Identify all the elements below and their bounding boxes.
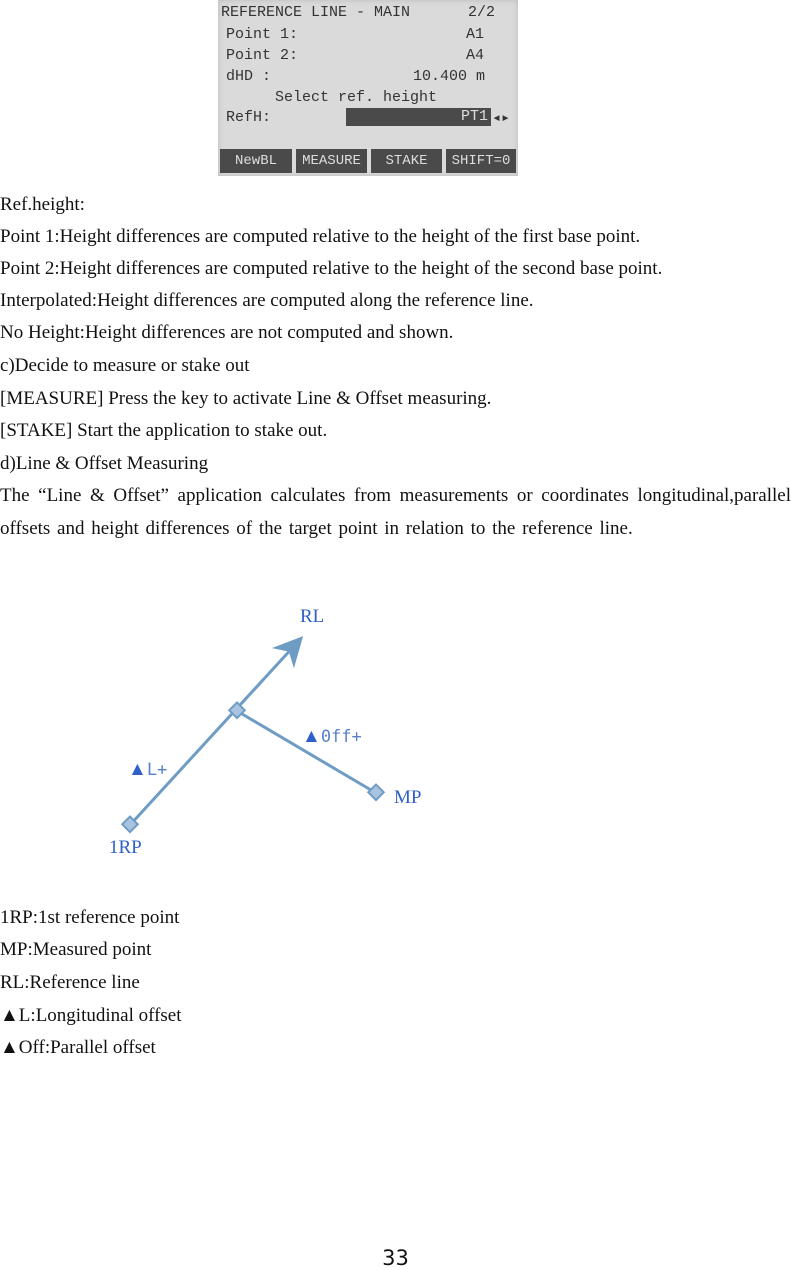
off-label — [302, 726, 362, 748]
l-text: L+ — [146, 760, 168, 780]
off-text: 0ff+ — [320, 727, 362, 747]
refh-selector[interactable]: PT1 — [346, 108, 491, 126]
screen-row-label: Point 2: — [226, 47, 299, 64]
rp-label: 1RP — [109, 837, 142, 858]
text-line: Point 2:Height differences are computed relative to the height of the second base point. — [0, 258, 663, 279]
screen-prompt: Select ref. height — [275, 89, 438, 106]
softkey-measure[interactable]: MEASURE — [296, 149, 367, 173]
text-line: Point 1:Height differences are computed relative to the height of the first base point. — [0, 226, 641, 247]
screen-page: 2/2 — [468, 4, 496, 21]
l-label — [128, 759, 167, 781]
screen-row-value: 10.400 m — [413, 68, 486, 85]
text-line: c)Decide to measure or stake out — [0, 355, 250, 376]
text-line: Interpolated:Height differences are computed along the reference line. — [0, 290, 534, 311]
text-line: Ref.height: — [0, 194, 85, 215]
rl-label: RL — [300, 606, 325, 627]
screen-row-value: A1 — [466, 26, 485, 43]
screen-row-value: A4 — [466, 47, 485, 64]
text-line: d)Line & Offset Measuring — [0, 453, 209, 474]
legend-item: 1RP:1st reference point — [0, 907, 180, 928]
reference-line — [130, 645, 295, 825]
triangle-icon: ▲ — [302, 726, 321, 747]
text-line: [MEASURE] Press the key to activate Line & Offset measuring. — [0, 388, 492, 409]
softkey-newbl[interactable]: NewBL — [220, 149, 292, 173]
mp-point — [368, 785, 384, 801]
legend-item: RL:Reference line — [0, 972, 140, 993]
page-number: 33 — [382, 1246, 409, 1270]
legend-item: ▲L:Longitudinal offset — [0, 1005, 182, 1026]
offset-line — [237, 711, 376, 793]
triangle-icon: ▲ — [128, 759, 147, 780]
text-line: No Height:Height differences are not computed and shown. — [0, 322, 454, 343]
screen-row-label: dHD : — [226, 68, 272, 85]
softkey-shift[interactable]: SHIFT=0 — [446, 149, 516, 173]
screen-title: REFERENCE LINE - MAIN — [221, 4, 411, 21]
left-right-arrows-icon: ◂▸ — [492, 110, 511, 127]
screen-row-label: Point 1: — [226, 26, 299, 43]
mp-label: MP — [394, 787, 422, 808]
refh-label: RefH: — [226, 109, 272, 126]
legend-item: ▲Off:Parallel offset — [0, 1037, 156, 1058]
legend-item: MP:Measured point — [0, 939, 152, 960]
paragraph: The “Line & Offset” application calculates from measurements or coordinates longitudinal,parallel offsets and height differences of the target point in relation to the reference line. — [0, 485, 791, 539]
softkey-stake[interactable]: STAKE — [371, 149, 442, 173]
text-line: [STAKE] Start the application to stake out. — [0, 420, 328, 441]
